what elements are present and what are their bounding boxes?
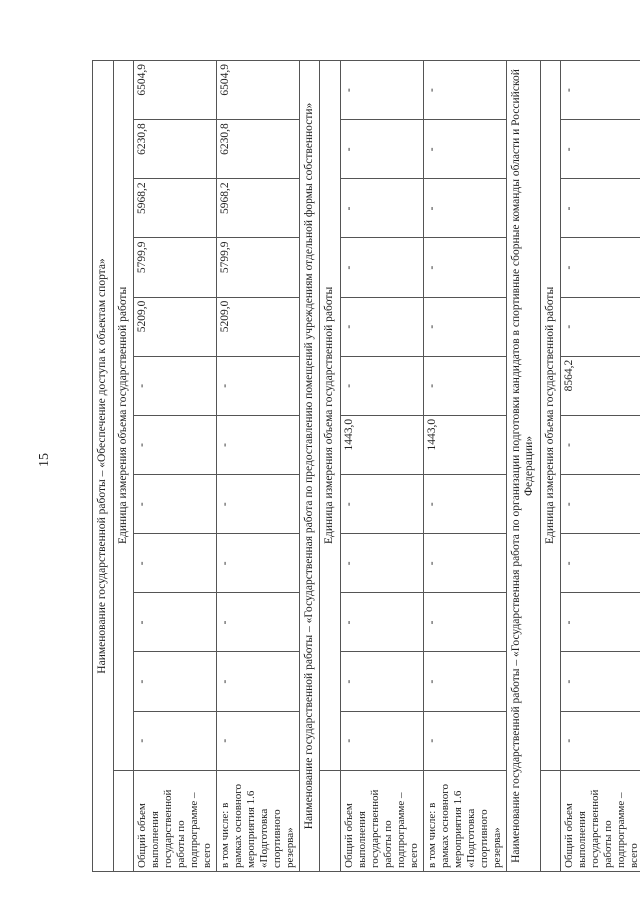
value-cell: - [423,61,506,120]
value-cell: 6504,9 [216,61,299,120]
value-cell: - [340,652,423,711]
value-cell: 6230,8 [216,120,299,179]
value-cell: 5209,0 [216,297,299,356]
section-title: Наименование государственной работы – «Государственная работа по предоставлению помещений учреждениям отдельной формы собственности» [299,61,320,872]
value-cell: - [561,652,640,711]
value-cell: - [340,593,423,652]
unit-spacer [113,770,134,871]
section-title: Наименование государственной работы – «Обеспечение доступа к объектам спорта» [93,61,114,872]
unit-spacer [540,770,561,871]
value-cell: - [340,61,423,120]
value-cell: 8564,2 [561,356,640,415]
value-cell: - [134,534,217,593]
value-cell: - [561,179,640,238]
table-row [423,61,506,872]
value-cell: - [561,120,640,179]
value-cell: 6504,9 [134,61,217,120]
value-cell: - [561,297,640,356]
value-cell: - [340,179,423,238]
value-cell: - [134,652,217,711]
value-cell: - [340,297,423,356]
value-cell: 1443,0 [340,415,423,474]
value-cell: - [340,356,423,415]
value-cell: - [561,415,640,474]
value-cell: 5968,2 [216,179,299,238]
row-label: Общий объем выполнения государственной работы по подпрограмме – всего [134,770,217,871]
value-cell: - [561,238,640,297]
value-cell: - [134,593,217,652]
value-cell: 6230,8 [134,120,217,179]
table-row [561,61,640,872]
value-cell: - [340,120,423,179]
value-cell: 5799,9 [216,238,299,297]
value-cell: 5799,9 [134,238,217,297]
value-cell: - [340,534,423,593]
table-row [134,61,217,872]
value-cell: 1443,0 [423,415,506,474]
section-title-row [506,61,540,872]
value-cell: - [216,652,299,711]
rotated-table-sheet [92,60,640,872]
value-cell: - [340,475,423,534]
value-cell: 5968,2 [134,179,217,238]
value-cell: - [134,356,217,415]
value-cell: - [561,534,640,593]
value-cell: 5209,0 [134,297,217,356]
value-cell: - [423,652,506,711]
value-cell: - [423,238,506,297]
unit-row [113,61,134,872]
value-cell: - [561,61,640,120]
section-title-row [299,61,320,872]
page-number: 15 [37,453,52,467]
value-cell: - [423,534,506,593]
value-cell: - [561,711,640,770]
value-cell: - [423,356,506,415]
value-cell: - [216,356,299,415]
value-cell: - [134,711,217,770]
value-cell: - [423,711,506,770]
row-label: Общий объем выполнения государственной работы по подпрограмме – всего [561,770,640,871]
value-cell: - [216,593,299,652]
row-label: в том числе: в рамках основного мероприятия 1.6 «Подготовка спортивного резерва» [216,770,299,871]
table-row [340,61,423,872]
value-cell: - [340,238,423,297]
value-cell: - [561,475,640,534]
value-cell: - [423,120,506,179]
value-cell: - [134,415,217,474]
section-title-row [93,61,114,872]
value-cell: - [134,475,217,534]
work-volume-table [92,60,640,872]
value-cell: - [423,475,506,534]
unit-label: Единица измерения объема государственной работы [320,61,341,771]
row-label: в том числе: в рамках основного мероприятия 1.6 «Подготовка спортивного резерва» [423,770,506,871]
value-cell: - [561,593,640,652]
value-cell: - [216,415,299,474]
table-row [216,61,299,872]
value-cell: - [340,711,423,770]
unit-spacer [320,770,341,871]
unit-label: Единица измерения объема государственной работы [540,61,561,771]
value-cell: - [423,297,506,356]
section-title: Наименование государственной работы – «Государственная работа по организации подготовки кандидатов в спортивные сборные команды области и Российской Федерации» [506,61,540,872]
row-label: Общий объем выполнения государственной работы по подпрограмме – всего [340,770,423,871]
unit-row [540,61,561,872]
value-cell: - [216,711,299,770]
unit-row [320,61,341,872]
value-cell: - [423,593,506,652]
value-cell: - [216,534,299,593]
value-cell: - [216,475,299,534]
value-cell: - [423,179,506,238]
unit-label: Единица измерения объема государственной работы [113,61,134,771]
